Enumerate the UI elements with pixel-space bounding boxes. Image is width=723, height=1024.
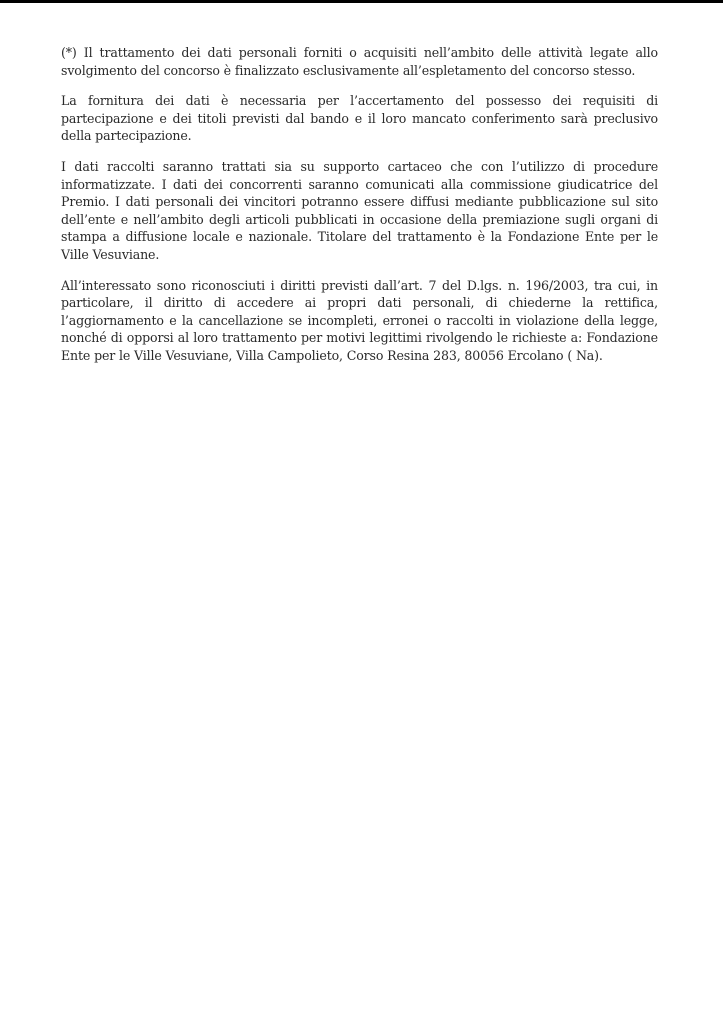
paragraph-data-handling-and-controller: I dati raccolti saranno trattati sia su supporto cartaceo che con l’utilizzo di procedure informatizzate. I dati dei concorrenti saranno comunicati alla commissione giudicatrice del Premio. I dati personali dei vincitori potranno essere diffusi mediante pubblicazione sul sito dell’ente e nell’ambito degli articoli pubblicati in occasione della premiazione sugli organi di stampa a diffusione locale e nazionale. Titolare del trattamento è la Fondazione Ente per le Ville Vesuviane.	[61, 158, 658, 262]
paragraph-data-processing-purpose: (*) Il trattamento dei dati personali forniti o acquisiti nell’ambito delle attività legate allo svolgimento del concorso è finalizzato esclusivamente all’espletamento del concorso stesso.	[61, 45, 658, 78]
paragraph-data-subject-rights: All’interessato sono riconosciuti i diritti previsti dall’art. 7 del D.lgs. n. 196/2003, tra cui, in particolare, il diritto di accedere ai propri dati personali, di chiederne la rettifica, l’aggiornamento e la cancellazione se incompleti, erronei o raccolti in violazione della legge, nonché di opporsi al loro trattamento per motivi legittimi rivolgendo le richieste a: Fondazione Ente per le Ville Vesuviane, Villa Campolieto, Corso Resina 283, 80056 Ercolano ( Na).	[61, 277, 658, 363]
document-body	[61, 44, 658, 378]
top-border-line	[0, 0, 723, 3]
paragraph-data-provision-requirement: La fornitura dei dati è necessaria per l’accertamento del possesso dei requisiti di partecipazione e dei titoli previsti dal bando e il loro mancato conferimento sarà preclusivo della partecipazione.	[61, 93, 658, 144]
